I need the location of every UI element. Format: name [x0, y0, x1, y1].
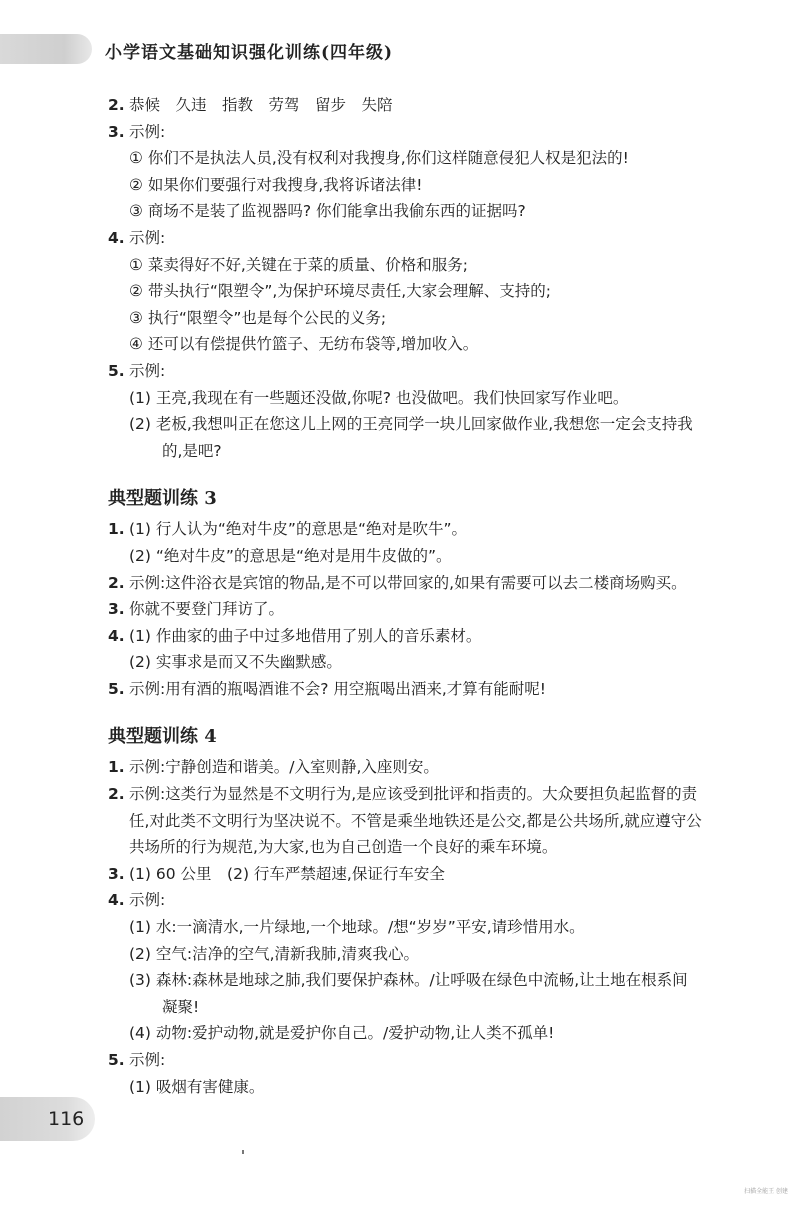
answer-sub-line: (1) 吸烟有害健康。: [129, 1077, 265, 1096]
page-number: 116: [48, 1108, 85, 1130]
answer-sub-line: (2) “绝对牛皮”的意思是“绝对是用牛皮做的”。: [129, 546, 452, 565]
answer-sub-line: ① 菜卖得好不好,关键在于菜的质量、价格和服务;: [129, 255, 468, 274]
answer-sub-line: (1) 王亮,我现在有一些题还没做,你呢? 也没做吧。我们快回家写作业吧。: [129, 388, 629, 407]
answer-line: 3. (1) 60 公里 (2) 行车严禁超速,保证行车安全: [108, 864, 445, 883]
answer-line: 2. 恭候 久违 指教 劳驾 留步 失陪: [108, 96, 393, 114]
answer-sub-line: ③ 执行“限塑令”也是每个公民的义务;: [129, 308, 387, 327]
answer-sub-line: (3) 森林:森林是地球之肺,我们要保护森林。/让呼吸在绿色中流畅,让土地在根系间: [129, 971, 688, 990]
section-title-training-3: 典型题训练 3: [108, 488, 217, 510]
answer-line: 3. 示例:: [108, 122, 166, 141]
answers-section-training-4: [108, 754, 758, 1100]
scanner-watermark: 扫描全能王 创建: [744, 1188, 788, 1195]
answer-line-continued: 任,对此类不文明行为坚决说不。不管是乘坐地铁还是公交,都是公共场所,就应遵守公: [129, 811, 702, 830]
answer-line: 4. (1) 作曲家的曲子中过多地借用了别人的音乐素材。: [108, 626, 482, 645]
header-tab-decoration: [0, 34, 92, 64]
scan-mark: [242, 1150, 244, 1154]
answer-sub-line: ③ 商场不是装了监视器吗? 你们能拿出我偷东西的证据吗?: [129, 202, 526, 221]
answer-line: 5. 示例:用有酒的瓶喝酒谁不会? 用空瓶喝出酒来,才算有能耐呢!: [108, 679, 547, 698]
answer-line: 2. 示例:这件浴衣是宾馆的物品,是不可以带回家的,如果有需要可以去二楼商场购买。: [108, 573, 687, 592]
answer-line: 3. 你就不要登门拜访了。: [108, 600, 285, 619]
answer-line: 4. 示例:: [108, 228, 166, 247]
answer-sub-line-continued: 的,是吧?: [162, 441, 222, 460]
answer-sub-line: (2) 老板,我想叫正在您这儿上网的王亮同学一块儿回家做作业,我想您一定会支持我: [129, 415, 693, 434]
answer-line: 5. 示例:: [108, 1051, 166, 1069]
answer-line: 1. 示例:宁静创造和谐美。/入室则静,入座则安。: [108, 758, 439, 777]
answers-section-continued: [108, 92, 758, 464]
answer-sub-line: ② 带头执行“限塑令”,为保护环境尽责任,大家会理解、支持的;: [129, 282, 551, 301]
answer-sub-line: ④ 还可以有偿提供竹篮子、无纺布袋等,增加收入。: [129, 335, 479, 354]
answer-sub-line: ① 你们不是执法人员,没有权利对我搜身,你们这样随意侵犯人权是犯法的!: [129, 149, 629, 168]
answer-line: 4. 示例:: [108, 891, 166, 910]
answer-line: 2. 示例:这类行为显然是不文明行为,是应该受到批评和指责的。大众要担负起监督的责: [108, 785, 698, 804]
page-content: [108, 92, 758, 1100]
answer-line: 5. 示例:: [108, 361, 166, 380]
answer-sub-line: (1) 水:一滴清水,一片绿地,一个地球。/想“岁岁”平安,请珍惜用水。: [129, 918, 585, 937]
answer-sub-line: ② 如果你们要强行对我搜身,我将诉诸法律!: [129, 175, 423, 194]
answers-section-training-3: [108, 516, 758, 702]
answer-sub-line: (2) 空气:洁净的空气,清新我肺,清爽我心。: [129, 944, 419, 963]
section-title-training-4: 典型题训练 4: [108, 726, 217, 748]
answer-sub-line: (2) 实事求是而又不失幽默感。: [129, 653, 342, 672]
answer-line-continued: 共场所的行为规范,为大家,也为自己创造一个良好的乘车环境。: [129, 838, 558, 857]
answer-line: 1. (1) 行人认为“绝对牛皮”的意思是“绝对是吹牛”。: [108, 520, 468, 539]
answer-sub-line: (4) 动物:爱护动物,就是爱护你自己。/爱护动物,让人类不孤单!: [129, 1024, 555, 1043]
answer-sub-line-continued: 凝聚!: [162, 997, 200, 1016]
page-header-title: 小学语文基础知识强化训练(四年级): [105, 43, 394, 63]
